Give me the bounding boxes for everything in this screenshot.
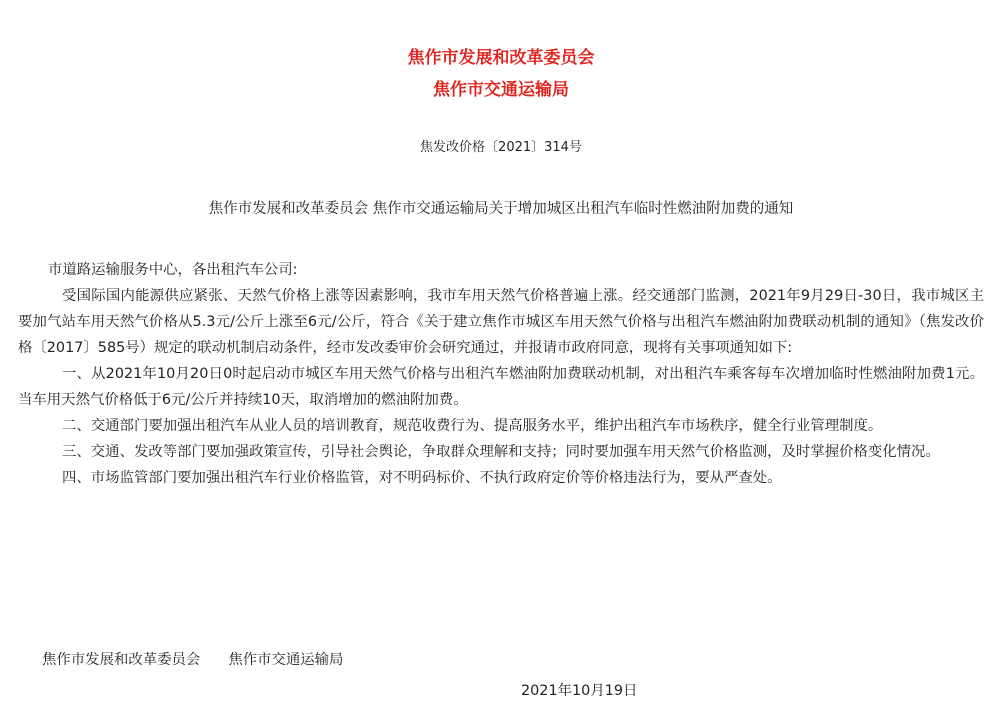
paragraph-item-2: 二、交通部门要加强出租汽车从业人员的培训教育，规范收费行为、提高服务水平，维护出租汽车市场秩序，健全行业管理制度。	[62, 418, 883, 434]
paragraph-item-1: 一、从2021年10月20日0时起启动市城区车用天然气价格与出租汽车燃油附加费联动机制，对出租汽车乘客每车次增加临时性燃油附加费1元。当车用天然气价格低于6元/公斤并持续10天，取消增加的燃油附加费。	[18, 366, 984, 408]
issue-date: 2021年10月19日	[521, 683, 638, 699]
salutation: 市道路运输服务中心，各出租汽车公司:	[48, 262, 298, 278]
signer-1: 焦作市发展和改革委员会	[42, 652, 201, 668]
issuer-name-1: 焦作市发展和改革委员会	[407, 48, 595, 68]
document-number: 焦发改价格〔2021〕314号	[420, 140, 582, 155]
paragraph-item-3: 三、交通、发改等部门要加强政策宣传，引导社会舆论，争取群众理解和支持；同时要加强车用天然气价格监测，及时掌握价格变化情况。	[62, 444, 940, 460]
signer-2: 焦作市交通运输局	[228, 652, 344, 668]
notice-body	[18, 257, 984, 491]
paragraph-item-4: 四、市场监管部门要加强出租汽车行业价格监管，对不明码标价、不执行政府定价等价格违法行为，要从严查处。	[62, 470, 782, 486]
issuer-name-2: 焦作市交通运输局	[433, 80, 569, 100]
notice-title: 焦作市发展和改革委员会 焦作市交通运输局关于增加城区出租汽车临时性燃油附加费的通知	[208, 201, 794, 217]
signatories	[42, 649, 343, 671]
paragraph-intro: 受国际国内能源供应紧张、天然气价格上涨等因素影响，我市车用天然气价格普遍上涨。经交通部门监测，2021年9月29日-30日，我市城区主要加气站车用天然气价格从5.3元/公斤上涨至6元/公斤，符合《关于建立焦作市城区车用天然气价格与出租汽车燃油附加费联动机制的通知》（焦发改价格〔2017〕585号）规定的联动机制启动条件，经市发改委审价会研究通过，并报请市政府同意，现将有关事项通知如下:	[18, 288, 984, 356]
